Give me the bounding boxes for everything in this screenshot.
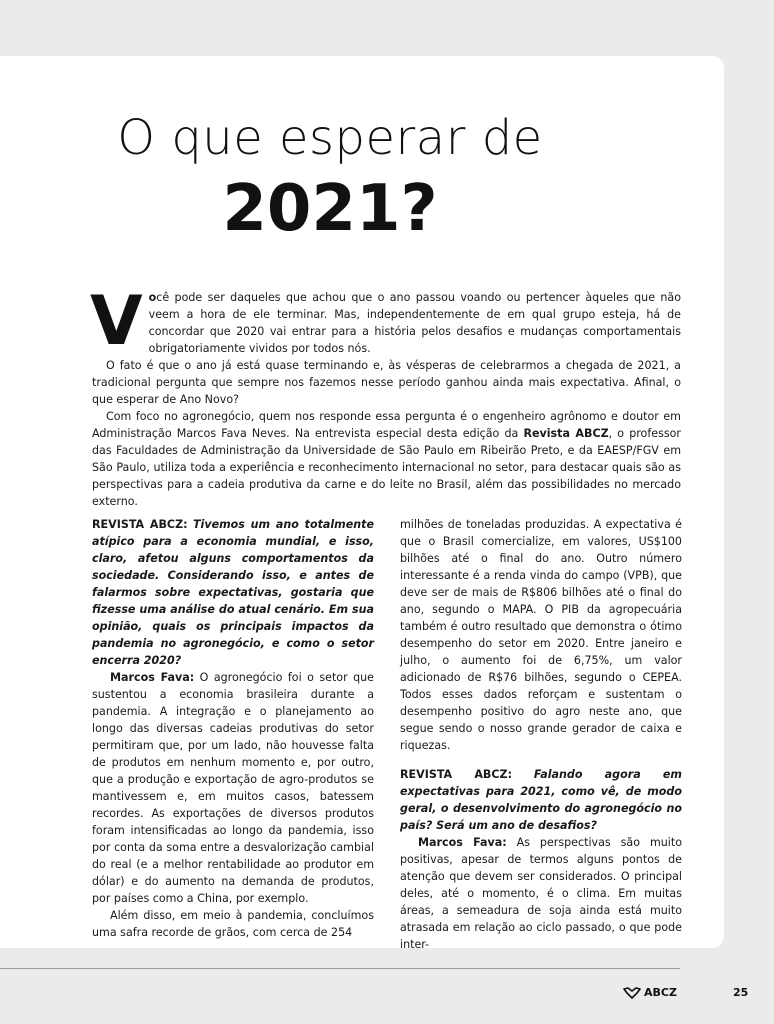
- answer-1-continuation: milhões de toneladas produzidas. A expectativa é que o Brasil comercialize, em valores, US$100 bilhões até o final do ano. Outro número interessante é a renda vinda do campo (VPB), que deve ser de mais de R$806 bilhões até o final do ano, segundo o MAPA. O PIB da agropecuária também é outro resultado que demonstra o ótimo desempenho do setor em 2020. Entre janeiro e julho, o aumento foi de 6,75%, um valor adicionado de R$76 bilhões, segundo o CEPEA. Todos esses dados reforçam e sustentam o desempenho positivo do agro neste ano, que segue sendo o nosso grande gerador de caixa e riquezas.: [400, 518, 682, 752]
- answer-1-label: Marcos Fava:: [110, 671, 195, 684]
- footer-logo-text: ABCZ: [644, 986, 677, 999]
- question-2-label: REVISTA ABCZ:: [400, 768, 513, 781]
- intro-paragraph-1-text: cê pode ser daqueles que achou que o ano passou voando ou pertencer àqueles que não veem a hora de ele terminar. Mas, independentemente de em qual grupo esteja, há de concordar que 2020 vai entrar para a história pelos desafios e mudanças comportamentais obrigatoriamente vividos por todos nós.: [148, 291, 681, 355]
- answer-1-paragraph-2: Além disso, em meio à pandemia, concluímos uma safra recorde de grãos, com cerca de 254: [92, 909, 374, 939]
- interview-column-left: [92, 516, 374, 941]
- answer-2: [400, 834, 682, 953]
- magazine-name: Revista ABCZ: [523, 427, 609, 440]
- article-intro: [90, 282, 681, 510]
- drop-cap: V: [90, 282, 143, 361]
- interview-column-right: [400, 516, 682, 953]
- abcz-cattle-logo-icon: [623, 987, 641, 999]
- intro-paragraph-3-text-a: Com foco no agronegócio, quem nos responde essa pergunta é o engenheiro agrônomo e doutor em Administração Marcos Fava Neves. Na entrevista especial desta edição da: [92, 410, 681, 440]
- answer-1: [92, 669, 374, 907]
- intro-paragraph-2: O fato é que o ano já está quase terminando e, às vésperas de celebrarmos a chegada de 2021, a tradicional pergunta que sempre nos fazemos nesse período ganhou ainda mais expectativa. Afinal, o que esperar de Ano Novo?: [92, 359, 681, 406]
- footer-logo: [623, 986, 677, 999]
- intro-paragraph-3-text-b: , o professor das Faculdades de Administração da Universidade de São Paulo em Ribeirão Preto, e da EAESP/FGV em São Paulo, utiliza toda a experiência e reconhecimento internacional no setor, para destacar quais são as perspectivas para a cadeia produtiva da carne e do leite no Brasil, além das possibilidades no mercado externo.: [92, 427, 681, 508]
- article-title-line1: O que esperar de: [117, 110, 543, 166]
- intro-paragraph-1: [90, 282, 681, 361]
- answer-1-text: O agronegócio foi o setor que sustentou a economia brasileira durante a pandemia. A integração e o planejamento ao longo das diversas cadeias produtivas do setor permitiram que, por um lado, não houvesse falta de produtos em nenhum momento e, por outro, que a produção e exportação de agro-produtos se mantivessem e, em muitos casos, batessem recordes. As exportações de diversos produtos foram intensificadas ao longo da pandemia, isso por conta da soma entre a desvalorização cambial do real (e a melhor rentabilidade ao produtor em dólar) e do aumento na demanda de produtos, por países como a China, por exemplo.: [92, 671, 375, 905]
- footer-divider: [0, 968, 680, 969]
- question-1-text: Tivemos um ano totalmente atípico para a economia mundial, e isso, claro, afetou alguns comportamentos da sociedade. Considerando isso, e antes de falarmos sobre expectativas, gostaria que fizesse uma análise do atual cenário. Em sua opinião, quais os principais impactos da pandemia no agronegócio, e como o setor encerra 2020?: [92, 518, 374, 667]
- question-1: [92, 516, 374, 669]
- intro-paragraph-3: [92, 408, 681, 510]
- page-number: 25: [733, 986, 749, 999]
- answer-2-label: Marcos Fava:: [418, 836, 507, 849]
- question-2: [400, 766, 682, 834]
- answer-2-text: As perspectivas são muito positivas, apesar de termos alguns pontos de atenção que devem ser considerados. O principal deles, até o momento, é o clima. Em muitas áreas, a semeadura de soja ainda está muito atrasada em relação ao ciclo passado, o que pode inter-: [400, 836, 682, 951]
- question-2-text: Falando agora em expectativas para 2021, como vê, de modo geral, o desenvolvimento do agronegócio no país? Será um ano de desafios?: [400, 768, 682, 832]
- question-1-label: REVISTA ABCZ:: [92, 518, 188, 531]
- intro-lead-letter: o: [148, 291, 157, 304]
- article-title-year: 2021?: [222, 172, 438, 246]
